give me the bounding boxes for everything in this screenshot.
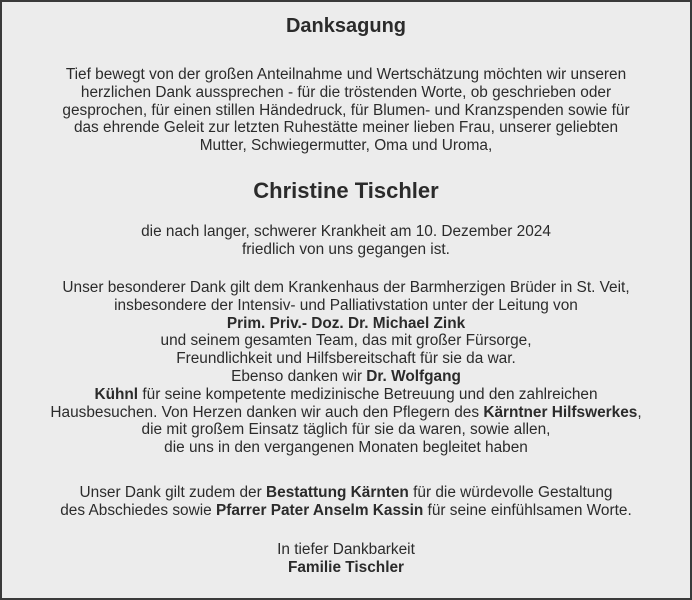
death-line: friedlich von uns gegangen ist. bbox=[242, 240, 450, 258]
thanks-line bbox=[2, 368, 690, 386]
intro-line: herzlichen Dank aussprechen - für die tröstenden Worte, ob geschrieben oder bbox=[80, 83, 612, 101]
closing-text: Unser Dank gilt zudem der bbox=[79, 484, 267, 501]
thanks-line: die mit großem Einsatz täglich für sie da waren, sowie allen, bbox=[141, 421, 551, 439]
thanks-line bbox=[2, 386, 690, 404]
signoff bbox=[2, 541, 690, 577]
thanks-line: die uns in den vergangenen Monaten begleitet haben bbox=[164, 439, 528, 457]
thanks-paragraph bbox=[2, 279, 690, 457]
funeral-home-name: Bestattung Kärnten bbox=[266, 484, 409, 501]
thanks-line bbox=[2, 315, 690, 333]
closing-text: für seine einfühlsamen Worte. bbox=[423, 501, 632, 519]
closing-text: des Abschiedes sowie bbox=[60, 501, 216, 519]
closing-line bbox=[2, 502, 690, 520]
closing-line bbox=[2, 484, 690, 502]
page-title: Danksagung bbox=[285, 15, 407, 37]
family-name: Familie Tischler bbox=[287, 558, 405, 576]
intro-line: das ehrende Geleit zur letzten Ruhestätte meiner lieben Frau, unserer geliebten bbox=[73, 119, 619, 137]
thanks-text: Ebenso danken wir bbox=[231, 367, 367, 385]
family-signature bbox=[2, 559, 690, 577]
signoff-line: In tiefer Dankbarkeit bbox=[277, 541, 415, 558]
closing-text: für die würdevolle Gestaltung bbox=[408, 484, 613, 501]
thanks-text: Hausbesuchen. Von Herzen danken wir auch den Pflegern des bbox=[50, 403, 484, 421]
thanks-line: und seinem gesamten Team, das mit großer Fürsorge, bbox=[160, 332, 532, 350]
thanks-text: , bbox=[637, 403, 642, 421]
doctor-surname: Kühnl bbox=[94, 385, 139, 403]
thanks-line: Unser besonderer Dank gilt dem Krankenhaus der Barmherzigen Brüder in St. Veit, bbox=[62, 279, 630, 296]
death-notice bbox=[2, 223, 690, 259]
intro-line: Tief bewegt von der großen Anteilnahme und Wertschätzung möchten wir unseren bbox=[65, 66, 627, 83]
intro-paragraph bbox=[2, 66, 690, 155]
thanks-line: Freundlichkeit und Hilfsbereitschaft für sie da war. bbox=[176, 350, 516, 368]
physician-name: Prim. Priv.- Doz. Dr. Michael Zink bbox=[226, 314, 466, 332]
priest-name: Pfarrer Pater Anselm Kassin bbox=[215, 501, 424, 519]
intro-line: Mutter, Schwiegermutter, Oma und Uroma, bbox=[199, 137, 493, 155]
intro-line: gesprochen, für einen stillen Händedruck, für Blumen- und Kranzspenden sowie für bbox=[62, 101, 630, 119]
organization-name: Kärntner Hilfswerkes bbox=[483, 403, 638, 421]
thanks-line: insbesondere der Intensiv- und Palliativstation unter der Leitung von bbox=[114, 296, 578, 314]
death-line: die nach langer, schwerer Krankheit am 10. Dezember 2024 bbox=[141, 223, 551, 240]
doctor-name: Dr. Wolfgang bbox=[366, 367, 461, 385]
thanks-line bbox=[2, 404, 690, 422]
closing-paragraph bbox=[2, 484, 690, 520]
deceased-name: Christine Tischler bbox=[253, 178, 439, 203]
thanks-text: für seine kompetente medizinische Betreuung und den zahlreichen bbox=[138, 385, 598, 403]
